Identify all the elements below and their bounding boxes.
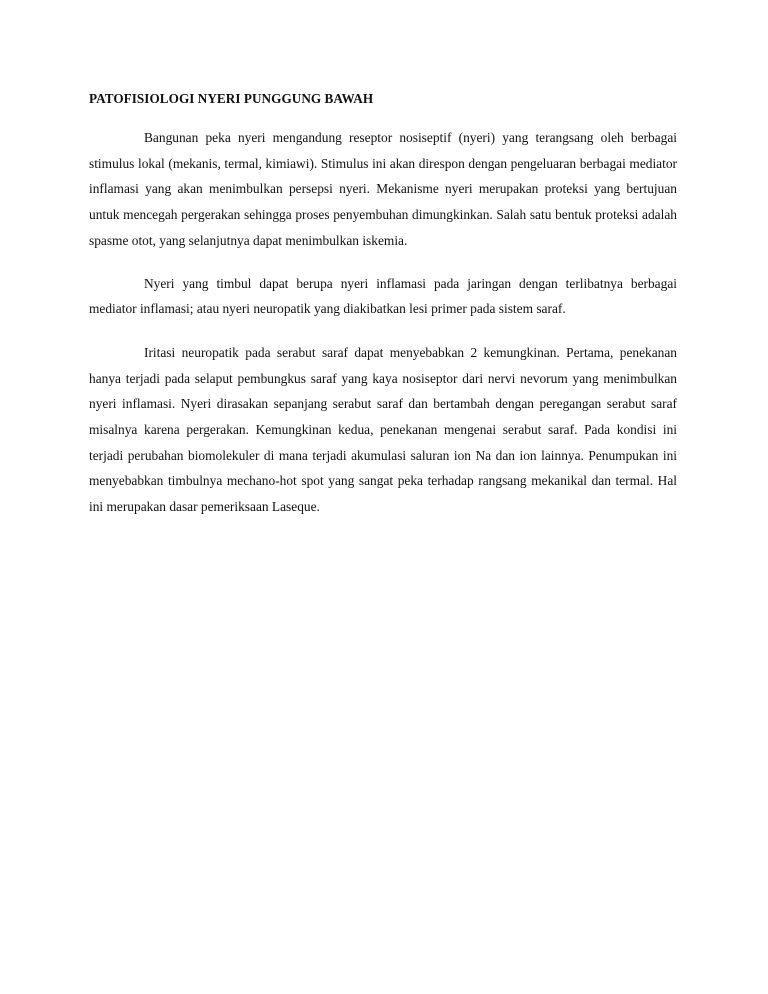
document-title: PATOFISIOLOGI NYERI PUNGGUNG BAWAH [89, 91, 374, 106]
paragraph-3: Iritasi neuropatik pada serabut saraf dapat menyebabkan 2 kemungkinan. Pertama, penekanan hanya terjadi pada selaput pembungkus saraf yang kaya nosiseptor dari nervi nevorum yang menimbulkan nyeri inflamasi. Nyeri dirasakan sepanjang serabut saraf dan bertambah dengan peregangan serabut saraf misalnya karena pergerakan. Kemungkinan kedua, penekanan mengenai serabut saraf. Pada kondisi ini terjadi perubahan biomolekuler di mana terjadi akumulasi saluran ion Na dan ion lainnya. Penumpukan ini menyebabkan timbulnya mechano-hot spot yang sangat peka terhadap rangsang mekanikal dan termal. Hal ini merupakan dasar pemeriksaan Laseque. [89, 344, 677, 515]
document-body [89, 89, 677, 520]
paragraph-1: Bangunan peka nyeri mengandung reseptor nosiseptif (nyeri) yang terangsang oleh berbagai stimulus lokal (mekanis, termal, kimiawi). Stimulus ini akan direspon dengan pengeluaran berbagai mediator inflamasi yang akan menimbulkan persepsi nyeri. Mekanisme nyeri merupakan proteksi yang bertujuan untuk mencegah pergerakan sehingga proses penyembuhan dimungkinkan. Salah satu bentuk proteksi adalah spasme otot, yang selanjutnya dapat menimbulkan iskemia. [89, 130, 677, 248]
paragraph-2: Nyeri yang timbul dapat berupa nyeri inflamasi pada jaringan dengan terlibatnya berbagai mediator inflamasi; atau nyeri neuropatik yang diakibatkan lesi primer pada sistem saraf. [89, 275, 677, 317]
